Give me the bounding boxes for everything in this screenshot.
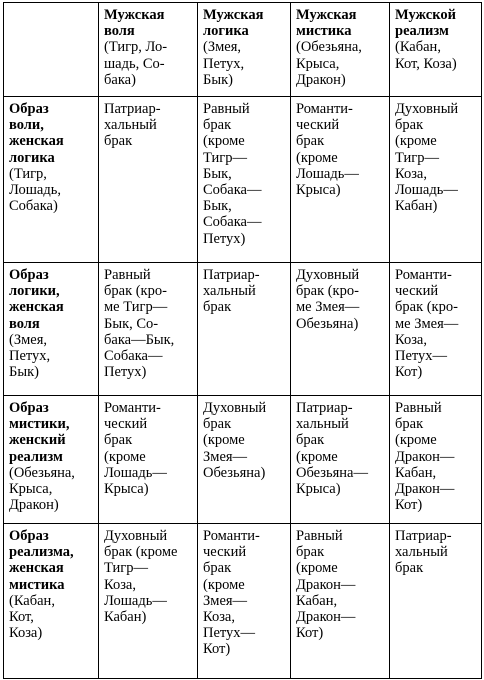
cell-line: Патриар- — [296, 400, 353, 416]
cell-line: Обезьяна— — [296, 464, 368, 481]
cell-line: Лошадь— — [104, 592, 167, 609]
cell-line: Собака) — [9, 198, 58, 215]
cell-line: брак — [296, 544, 325, 561]
cell-line: Лошадь— — [104, 464, 167, 481]
cell-line: брак — [104, 432, 133, 449]
cell-line: Романти- — [203, 528, 260, 544]
row-header-image-of-will — [4, 97, 99, 263]
cell-line: бака—Бык, — [104, 331, 175, 348]
column-header-male-logic — [198, 3, 291, 97]
cell-line: Романти- — [296, 101, 353, 117]
cell-line: логики, — [9, 283, 60, 300]
cell-line: брак — [203, 117, 232, 134]
cell-line: Змея— — [203, 448, 248, 465]
table-cell — [291, 97, 390, 263]
cell-line: (Тигр, Ло- — [104, 39, 168, 56]
cell-line: женский — [9, 432, 66, 449]
cell-line: Бык) — [203, 71, 233, 88]
cell-line: брак — [296, 432, 325, 449]
cell-line: Петух, — [203, 55, 245, 72]
cell-line: Змея— — [203, 592, 248, 609]
cell-line: Петух— — [203, 625, 256, 642]
header-row — [4, 3, 482, 97]
cell-line: брак (кро- — [296, 283, 359, 300]
cell-line: Тигр— — [203, 149, 247, 166]
cell-line: бака) — [104, 71, 136, 88]
cell-line: Коза, — [104, 576, 136, 593]
cell-line: Петух) — [104, 364, 147, 381]
cell-line: (Обезьяна, — [9, 464, 75, 481]
cell-line: Лошадь— — [395, 182, 458, 199]
cell-line: Духовный — [395, 101, 459, 117]
cell-line: Образ — [9, 267, 49, 283]
cell-line: Кабан) — [104, 609, 147, 626]
cell-line: Крыса, — [296, 55, 340, 72]
cell-line: женская — [9, 299, 64, 316]
cell-line: Тигр— — [104, 560, 148, 577]
cell-line: Коза, — [395, 331, 427, 348]
cell-line: (кроме — [203, 133, 245, 150]
cell-line: Кот) — [395, 497, 423, 514]
cell-line: женская — [9, 133, 64, 150]
cell-line: (Обезьяна, — [296, 39, 362, 56]
cell-line: Коза, — [395, 165, 427, 182]
cell-line: Кабан, — [395, 464, 437, 481]
cell-line: Бык, — [203, 198, 232, 215]
cell-line: брак — [395, 416, 424, 433]
cell-line: Мужской — [395, 7, 457, 23]
cell-line: Коза, — [203, 609, 235, 626]
cell-line: брак — [104, 133, 133, 150]
column-header-male-will — [99, 3, 198, 97]
cell-line: Крыса, — [9, 481, 53, 498]
table-row — [4, 263, 482, 396]
cell-line: ческий — [203, 544, 247, 561]
table-cell — [99, 524, 198, 679]
cell-line: реализма, — [9, 544, 74, 561]
cell-line: Дракон— — [296, 576, 356, 593]
row-header-image-of-logic — [4, 263, 99, 396]
cell-line: хальный — [395, 544, 448, 561]
cell-line: (Тигр, — [9, 165, 47, 182]
cell-line: Собака— — [203, 182, 262, 199]
cell-line: Кот) — [203, 641, 231, 658]
cell-line: ческий — [104, 416, 148, 433]
table-cell — [390, 263, 482, 396]
cell-line: Образ — [9, 400, 49, 416]
cell-line: Собака— — [203, 214, 262, 231]
cell-line: (кроме — [395, 432, 437, 449]
cell-line: Кот, Коза) — [395, 55, 457, 72]
cell-line: воля — [104, 23, 135, 40]
compatibility-table — [3, 2, 482, 679]
cell-line: мистика — [296, 23, 352, 40]
row-header-image-of-mysticism — [4, 396, 99, 524]
cell-line: Духовный — [296, 267, 360, 283]
cell-line: (кроме — [296, 149, 338, 166]
cell-line: Кот) — [296, 625, 324, 642]
cell-line: воля — [9, 315, 40, 332]
cell-line: (кроме — [296, 448, 338, 465]
cell-line: (кроме — [296, 560, 338, 577]
cell-line: хальный — [104, 117, 157, 134]
cell-line: Мужская — [296, 7, 357, 23]
cell-line: Дракон— — [395, 481, 455, 498]
cell-line: Дракон— — [296, 609, 356, 626]
table-cell — [291, 396, 390, 524]
cell-line: Обезьяна) — [203, 464, 266, 481]
table-cell — [390, 524, 482, 679]
cell-line: (кроме — [395, 133, 437, 150]
cell-line: логика — [9, 149, 55, 166]
cell-line: Равный — [104, 267, 151, 283]
cell-line: женская — [9, 560, 64, 577]
cell-line: Петух, — [9, 348, 51, 365]
cell-line: Дракон— — [395, 448, 455, 465]
cell-line: Коза) — [9, 625, 43, 642]
table-row — [4, 97, 482, 263]
cell-line: хальный — [296, 416, 349, 433]
cell-line: хальный — [203, 283, 256, 300]
cell-line: Духовный — [203, 400, 267, 416]
cell-line: Кабан, — [296, 592, 338, 609]
cell-line: (Змея, — [9, 331, 47, 348]
cell-line: брак (кроме — [104, 544, 178, 561]
table-cell — [99, 263, 198, 396]
cell-line: Патриар- — [395, 528, 452, 544]
table-cell — [198, 97, 291, 263]
cell-line: (Змея, — [203, 39, 241, 56]
cell-line: Крыса) — [296, 481, 341, 498]
cell-line: брак (кро- — [104, 283, 167, 300]
corner-cell — [4, 3, 99, 97]
cell-line: Петух— — [395, 348, 448, 365]
table-row — [4, 396, 482, 524]
cell-line: Мужская — [203, 7, 264, 23]
cell-line: Образ — [9, 101, 49, 117]
cell-line: Духовный — [104, 528, 168, 544]
table-cell — [291, 524, 390, 679]
cell-line: Патриар- — [104, 101, 161, 117]
cell-line: Равный — [395, 400, 442, 416]
cell-line: Обезьяна) — [296, 315, 359, 332]
cell-line: Дракон) — [9, 497, 59, 514]
table-cell — [198, 396, 291, 524]
cell-line: ме Змея— — [296, 299, 360, 316]
cell-line: (кроме — [203, 432, 245, 449]
table-cell — [99, 97, 198, 263]
table-cell — [390, 396, 482, 524]
cell-line: шадь, Со- — [104, 55, 165, 72]
table-row — [4, 524, 482, 679]
cell-line: брак — [395, 117, 424, 134]
cell-line: брак — [203, 299, 232, 316]
column-header-male-realism — [390, 3, 482, 97]
cell-line: реализм — [395, 23, 449, 40]
cell-line: Кот) — [395, 364, 423, 381]
cell-line: Лошадь, — [9, 182, 61, 199]
cell-line: мистика — [9, 576, 65, 593]
cell-line: (кроме — [104, 448, 146, 465]
cell-line: брак (кро- — [395, 299, 458, 316]
cell-line: Кот, — [9, 609, 34, 626]
row-header-image-of-realism — [4, 524, 99, 679]
cell-line: (Кабан, — [395, 39, 441, 56]
cell-line: ческий — [296, 117, 340, 134]
cell-line: Дракон) — [296, 71, 346, 88]
table-cell — [198, 524, 291, 679]
cell-line: Кабан) — [395, 198, 438, 215]
cell-line: Тигр— — [395, 149, 439, 166]
cell-line: Образ — [9, 528, 49, 544]
cell-line: брак — [296, 133, 325, 150]
cell-line: Романти- — [104, 400, 161, 416]
cell-line: Бык, — [203, 165, 232, 182]
cell-line: Бык) — [9, 364, 39, 381]
table-cell — [198, 263, 291, 396]
cell-line: Романти- — [395, 267, 452, 283]
cell-line: воли, — [9, 117, 44, 134]
cell-line: брак — [203, 416, 232, 433]
table-cell — [99, 396, 198, 524]
cell-line: Мужская — [104, 7, 165, 23]
cell-line: брак — [203, 560, 232, 577]
cell-line: мистики, — [9, 416, 70, 433]
column-header-male-mysticism — [291, 3, 390, 97]
cell-line: Крыса) — [104, 481, 149, 498]
cell-line: Крыса) — [296, 182, 341, 199]
cell-line: (Кабан, — [9, 592, 55, 609]
cell-line: Лошадь— — [296, 165, 359, 182]
cell-line: Равный — [296, 528, 343, 544]
cell-line: ме Тигр— — [104, 299, 168, 316]
cell-line: логика — [203, 23, 249, 40]
cell-line: (кроме — [203, 576, 245, 593]
cell-line: Собака— — [104, 348, 163, 365]
cell-line: Равный — [203, 101, 250, 117]
cell-line: Бык, Со- — [104, 315, 159, 332]
cell-line: реализм — [9, 448, 63, 465]
table-cell — [390, 97, 482, 263]
cell-line: ме Змея— — [395, 315, 459, 332]
cell-line: ческий — [395, 283, 439, 300]
cell-line: брак — [395, 560, 424, 577]
table-cell — [291, 263, 390, 396]
cell-line: Петух) — [203, 230, 246, 247]
cell-line: Патриар- — [203, 267, 260, 283]
